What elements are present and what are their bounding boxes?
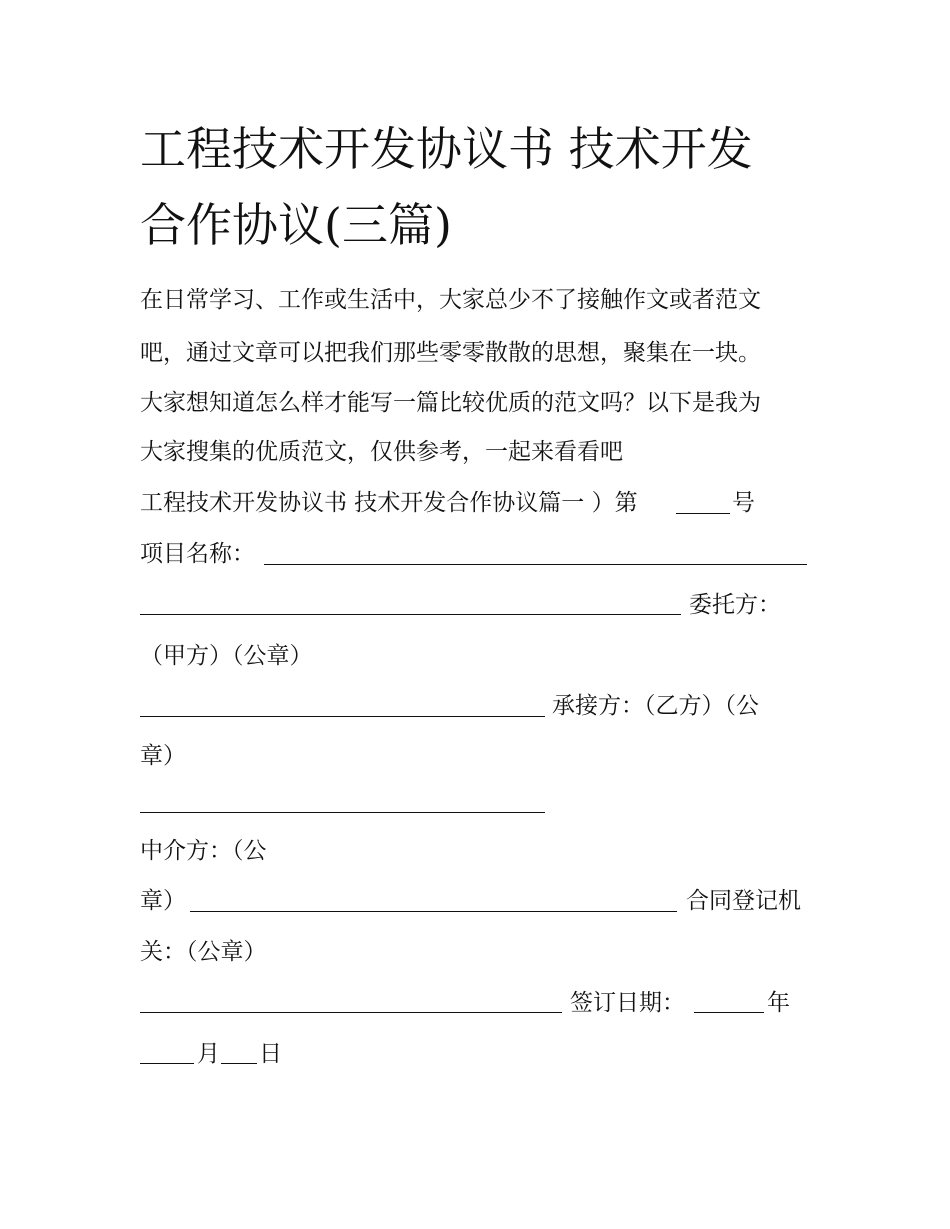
day-label: 日: [259, 1041, 282, 1067]
sign-date-label: 签订日期：: [570, 990, 685, 1016]
document-title-line-2: 合作协议(三篇): [140, 198, 452, 252]
project-name-blank-1: [264, 564, 807, 565]
intro-line-2: 吧，通过文章可以把我们那些零零散散的思想，聚集在一块。: [140, 340, 761, 366]
contractor-label: 承接方：（乙方）（公: [552, 693, 759, 719]
project-name-blank-2: [140, 614, 681, 615]
month-blank: [140, 1063, 194, 1064]
intermediary-signature-blank: [190, 911, 677, 912]
intermediary-seal-end: 章）: [140, 888, 186, 914]
client-signature-blank: [140, 716, 545, 717]
document-title-line-1: 工程技术开发协议书 技术开发: [140, 122, 753, 176]
registry-label-end: 关：（公章）: [140, 939, 267, 965]
contract-number-suffix: 号: [732, 490, 755, 516]
month-label: 月: [197, 1041, 220, 1067]
contractor-seal-end: 章）: [140, 743, 186, 769]
registry-signature-blank: [140, 1012, 562, 1013]
contract-number-blank: [676, 513, 730, 514]
contractor-signature-blank: [140, 812, 545, 813]
year-blank: [694, 1012, 764, 1013]
day-blank: [221, 1063, 257, 1064]
section-heading: 工程技术开发协议书 技术开发合作协议篇一 ）第: [140, 490, 638, 516]
client-party-seal: （甲方）（公章）: [140, 643, 313, 669]
intro-line-4: 大家搜集的优质范文，仅供参考，一起来看看吧: [140, 439, 623, 465]
year-label: 年: [767, 990, 790, 1016]
registry-label: 合同登记机: [686, 888, 801, 914]
intermediary-label: 中介方：（公: [140, 838, 267, 864]
client-label: 委托方：: [689, 592, 781, 618]
intro-line-1: 在日常学习、工作或生活中，大家总少不了接触作文或者范文: [140, 287, 761, 313]
intro-line-3: 大家想知道怎么样才能写一篇比较优质的范文吗？以下是我为: [140, 390, 761, 416]
project-name-label: 项目名称：: [140, 541, 255, 567]
